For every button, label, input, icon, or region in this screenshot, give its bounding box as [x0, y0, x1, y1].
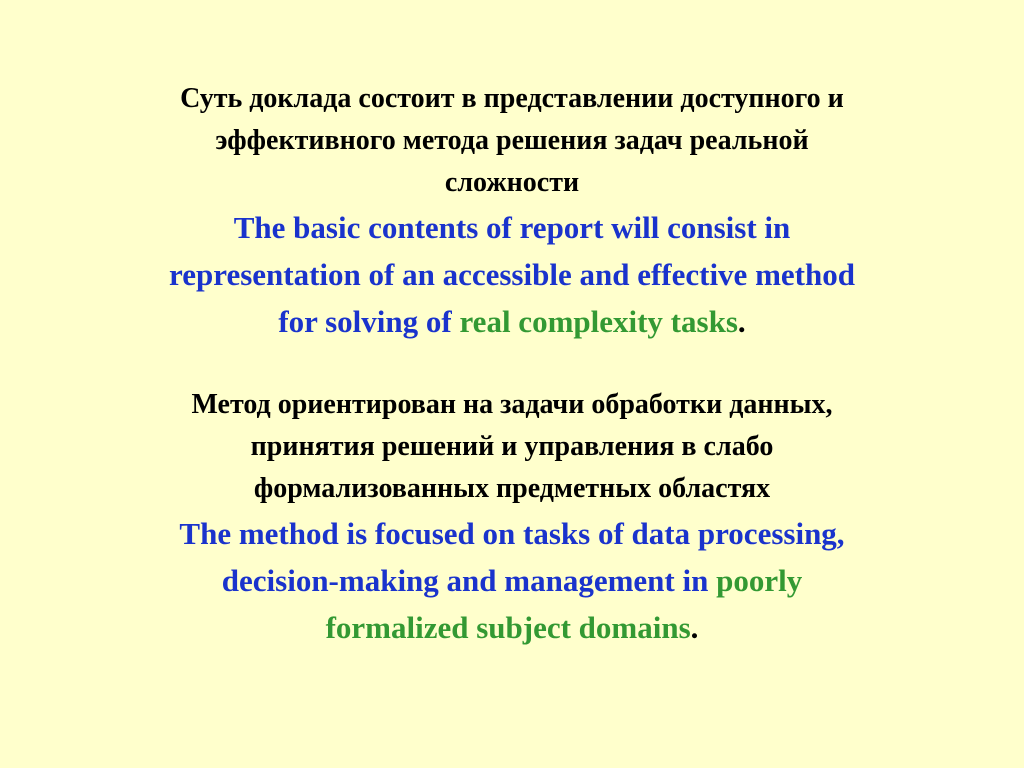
paragraph-2-russian [60, 384, 964, 510]
en-line [60, 604, 964, 651]
ru-line: Метод ориентирован на задачи обработки данных, [191, 389, 833, 420]
highlighted-phrase: formalized subject domains [325, 610, 691, 645]
en-line: representation of an accessible and effective method [169, 257, 855, 292]
paragraph-1 [60, 78, 964, 345]
ru-line: Суть доклада состоит в представлении доступного и [180, 83, 844, 114]
ru-line: сложности [444, 167, 580, 198]
period: . [690, 610, 699, 645]
paragraph-2-english [60, 510, 964, 651]
en-text: for solving of [278, 304, 460, 339]
period: . [737, 304, 746, 339]
highlighted-phrase: real complexity tasks [459, 304, 738, 339]
paragraph-1-english [60, 204, 964, 345]
ru-line: принятия решений и управления в слабо [250, 431, 774, 462]
paragraph-2 [60, 384, 964, 651]
en-line [60, 298, 964, 345]
paragraph-1-russian [60, 78, 964, 204]
en-line [60, 557, 964, 604]
highlighted-phrase: poorly [716, 563, 803, 598]
ru-line: эффективного метода решения задач реальной [215, 125, 809, 156]
en-line: The method is focused on tasks of data processing, [179, 516, 845, 551]
en-text: decision-making and management in [221, 563, 717, 598]
ru-line: формализованных предметных областях [253, 473, 771, 504]
en-line: The basic contents of report will consist in [233, 210, 791, 245]
